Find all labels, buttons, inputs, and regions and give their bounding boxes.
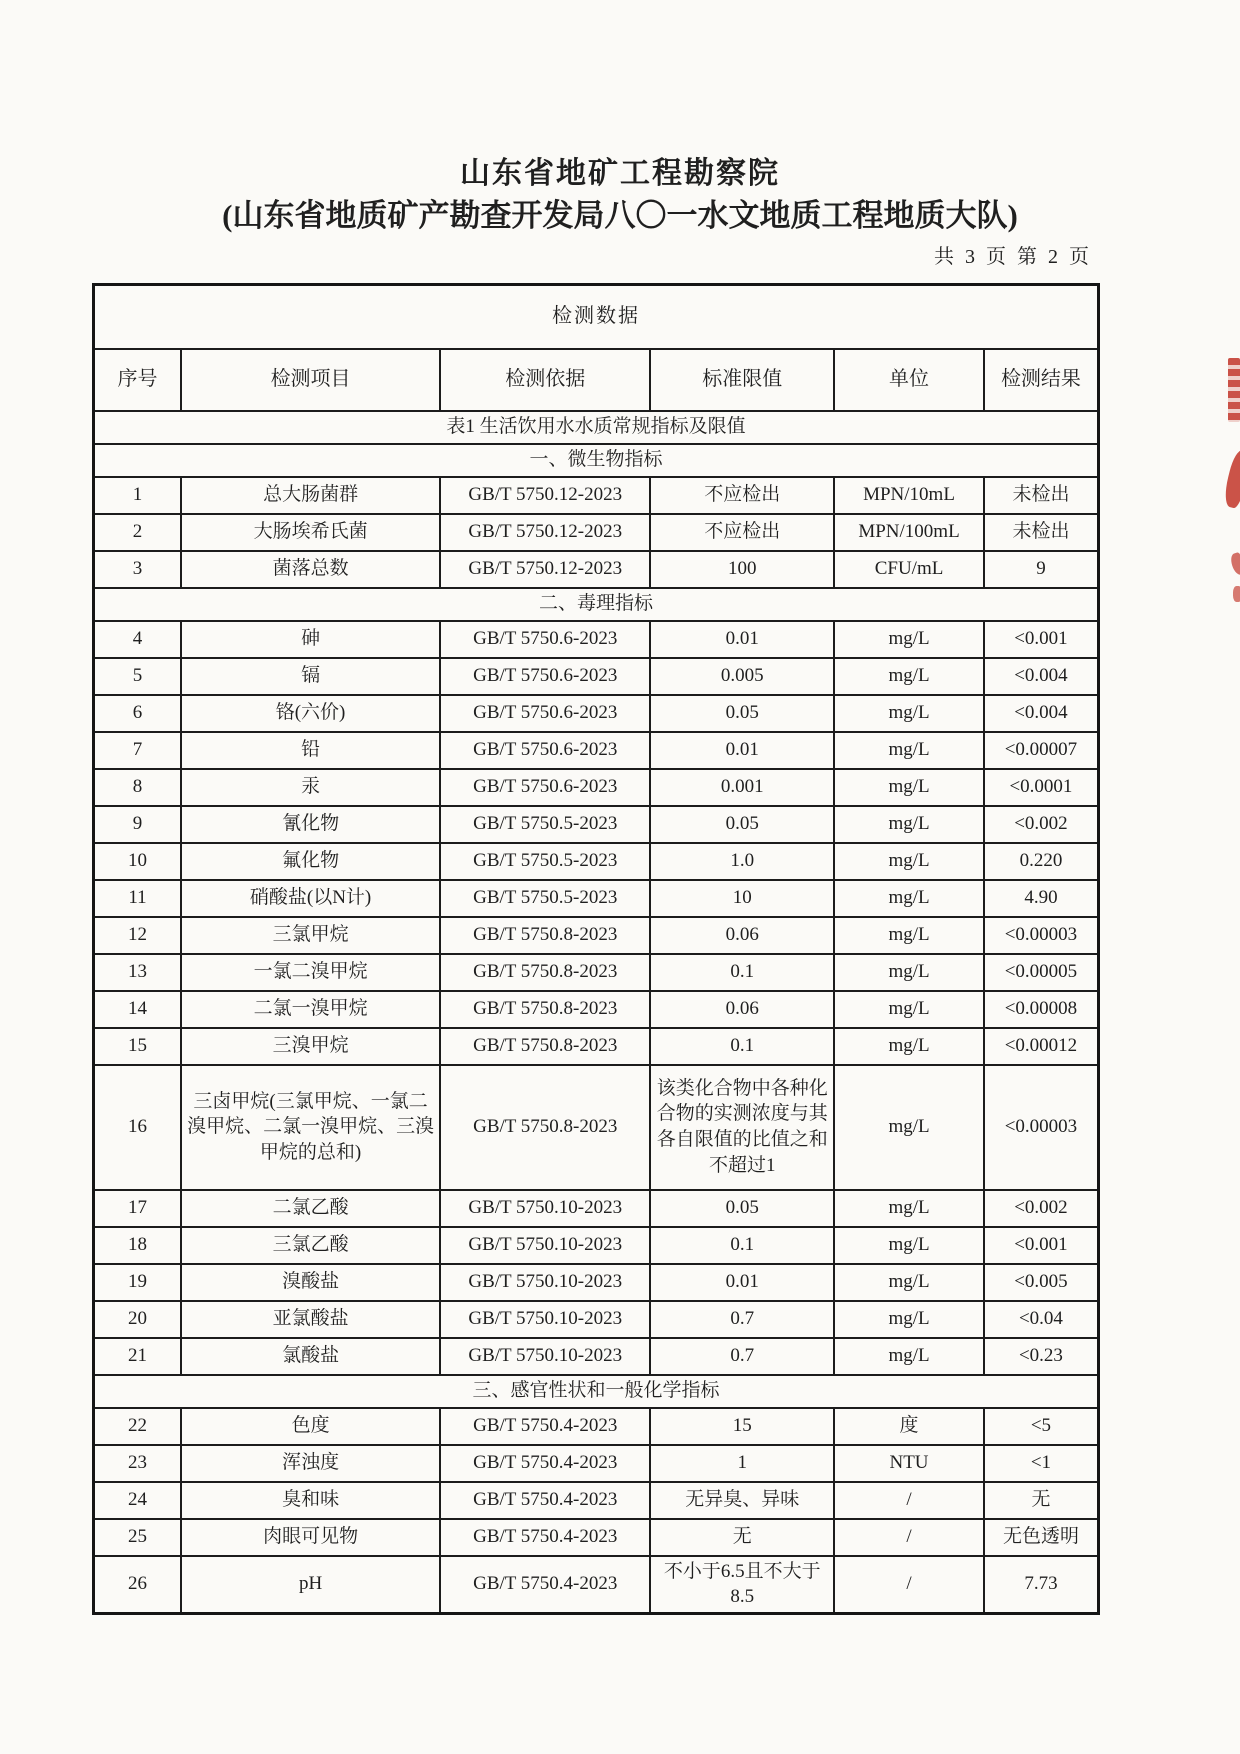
- cell-limit: 0.005: [650, 658, 834, 695]
- cell-item: 肉眼可见物: [181, 1519, 440, 1556]
- section-label: 三、感官性状和一般化学指标: [94, 1375, 1099, 1408]
- cell-item: 三溴甲烷: [181, 1028, 440, 1065]
- org-subtitle: (山东省地质矿产勘查开发局八〇一水文地质工程地质大队): [222, 198, 1018, 233]
- table-row: [94, 621, 1099, 658]
- cell-limit: 0.1: [650, 1028, 834, 1065]
- cell-no: 16: [94, 1065, 181, 1190]
- cell-method: GB/T 5750.5-2023: [440, 806, 650, 843]
- cell-no: 15: [94, 1028, 181, 1065]
- cell-result: <0.00003: [984, 1065, 1099, 1190]
- cell-limit: 0.1: [650, 954, 834, 991]
- table-row: [94, 880, 1099, 917]
- cell-limit: 0.01: [650, 621, 834, 658]
- cell-unit: mg/L: [834, 1028, 984, 1065]
- cell-item: 臭和味: [181, 1482, 440, 1519]
- cell-unit: mg/L: [834, 954, 984, 991]
- cell-method: GB/T 5750.4-2023: [440, 1556, 650, 1614]
- cell-item: 三卤甲烷(三氯甲烷、一氯二溴甲烷、二氯一溴甲烷、三溴甲烷的总和): [181, 1065, 440, 1190]
- cell-method: GB/T 5750.12-2023: [440, 551, 650, 588]
- red-seal-fragment: [1228, 358, 1240, 422]
- cell-limit: 0.001: [650, 769, 834, 806]
- table-row: [94, 1227, 1099, 1264]
- cell-item: 溴酸盐: [181, 1264, 440, 1301]
- cell-method: GB/T 5750.8-2023: [440, 954, 650, 991]
- table-row: [94, 695, 1099, 732]
- table-header-row: [94, 349, 1099, 411]
- table-row: [94, 1408, 1099, 1445]
- cell-limit: 无异臭、异味: [650, 1482, 834, 1519]
- cell-no: 24: [94, 1482, 181, 1519]
- cell-method: GB/T 5750.10-2023: [440, 1227, 650, 1264]
- cell-item: 色度: [181, 1408, 440, 1445]
- cell-method: GB/T 5750.4-2023: [440, 1445, 650, 1482]
- cell-limit: 0.06: [650, 991, 834, 1028]
- cell-limit: 1.0: [650, 843, 834, 880]
- table-title-row: [94, 285, 1099, 349]
- section-label: 一、微生物指标: [94, 444, 1099, 477]
- cell-no: 3: [94, 551, 181, 588]
- table-row: [94, 658, 1099, 695]
- cell-method: GB/T 5750.12-2023: [440, 477, 650, 514]
- cell-result: 无色透明: [984, 1519, 1099, 1556]
- section-row: [94, 1375, 1099, 1408]
- cell-unit: NTU: [834, 1445, 984, 1482]
- cell-result: <5: [984, 1408, 1099, 1445]
- cell-limit: 1: [650, 1445, 834, 1482]
- cell-result: <0.00012: [984, 1028, 1099, 1065]
- cell-no: 17: [94, 1190, 181, 1227]
- cell-item: 三氯甲烷: [181, 917, 440, 954]
- red-seal-fragment: [1221, 449, 1240, 510]
- table-row: [94, 1028, 1099, 1065]
- cell-item: 砷: [181, 621, 440, 658]
- cell-result: <0.002: [984, 1190, 1099, 1227]
- cell-result: <0.001: [984, 621, 1099, 658]
- cell-result: <0.04: [984, 1301, 1099, 1338]
- cell-limit: 0.1: [650, 1227, 834, 1264]
- section-label: 表1 生活饮用水水质常规指标及限值: [94, 411, 1099, 444]
- cell-item: 二氯乙酸: [181, 1190, 440, 1227]
- cell-result: <0.004: [984, 695, 1099, 732]
- cell-unit: /: [834, 1482, 984, 1519]
- cell-item: 菌落总数: [181, 551, 440, 588]
- cell-method: GB/T 5750.4-2023: [440, 1519, 650, 1556]
- cell-no: 2: [94, 514, 181, 551]
- table-row: [94, 843, 1099, 880]
- cell-result: 无: [984, 1482, 1099, 1519]
- cell-no: 8: [94, 769, 181, 806]
- cell-method: GB/T 5750.10-2023: [440, 1190, 650, 1227]
- cell-no: 20: [94, 1301, 181, 1338]
- cell-unit: mg/L: [834, 991, 984, 1028]
- cell-no: 23: [94, 1445, 181, 1482]
- cell-no: 18: [94, 1227, 181, 1264]
- page-number-note: 共 3 页 第 2 页: [934, 246, 1092, 268]
- cell-limit: 0.05: [650, 1190, 834, 1227]
- cell-limit: 无: [650, 1519, 834, 1556]
- cell-no: 21: [94, 1338, 181, 1375]
- cell-result: 未检出: [984, 514, 1099, 551]
- cell-unit: mg/L: [834, 1264, 984, 1301]
- cell-result: <1: [984, 1445, 1099, 1482]
- cell-item: 三氯乙酸: [181, 1227, 440, 1264]
- cell-limit: 该类化合物中各种化合物的实测浓度与其各自限值的比值之和不超过1: [650, 1065, 834, 1190]
- cell-result: <0.00003: [984, 917, 1099, 954]
- table-row: [94, 477, 1099, 514]
- cell-unit: /: [834, 1556, 984, 1614]
- table-row: [94, 806, 1099, 843]
- cell-result: <0.0001: [984, 769, 1099, 806]
- cell-no: 10: [94, 843, 181, 880]
- cell-limit: 0.7: [650, 1301, 834, 1338]
- cell-method: GB/T 5750.5-2023: [440, 843, 650, 880]
- table-row: [94, 1519, 1099, 1556]
- cell-no: 11: [94, 880, 181, 917]
- cell-no: 12: [94, 917, 181, 954]
- cell-unit: MPN/100mL: [834, 514, 984, 551]
- column-header: 标准限值: [650, 349, 834, 411]
- table-row: [94, 551, 1099, 588]
- cell-item: 氟化物: [181, 843, 440, 880]
- cell-method: GB/T 5750.6-2023: [440, 769, 650, 806]
- cell-item: 硝酸盐(以N计): [181, 880, 440, 917]
- column-header: 检测依据: [440, 349, 650, 411]
- column-header: 单位: [834, 349, 984, 411]
- cell-result: <0.004: [984, 658, 1099, 695]
- cell-no: 6: [94, 695, 181, 732]
- cell-limit: 0.05: [650, 695, 834, 732]
- cell-limit: 0.01: [650, 1264, 834, 1301]
- water-quality-table: [92, 283, 1100, 1615]
- cell-unit: /: [834, 1519, 984, 1556]
- cell-item: 浑浊度: [181, 1445, 440, 1482]
- cell-method: GB/T 5750.4-2023: [440, 1482, 650, 1519]
- table-row: [94, 991, 1099, 1028]
- cell-result: 0.220: [984, 843, 1099, 880]
- cell-limit: 15: [650, 1408, 834, 1445]
- cell-no: 9: [94, 806, 181, 843]
- cell-method: GB/T 5750.8-2023: [440, 1065, 650, 1190]
- cell-unit: mg/L: [834, 1338, 984, 1375]
- cell-limit: 0.06: [650, 917, 834, 954]
- cell-method: GB/T 5750.6-2023: [440, 695, 650, 732]
- cell-no: 4: [94, 621, 181, 658]
- cell-method: GB/T 5750.6-2023: [440, 621, 650, 658]
- table-row: [94, 1556, 1099, 1614]
- cell-method: GB/T 5750.4-2023: [440, 1408, 650, 1445]
- cell-unit: CFU/mL: [834, 551, 984, 588]
- table-row: [94, 1301, 1099, 1338]
- red-seal-fragment: [1229, 552, 1240, 576]
- cell-item: 亚氯酸盐: [181, 1301, 440, 1338]
- cell-method: GB/T 5750.10-2023: [440, 1301, 650, 1338]
- cell-result: 7.73: [984, 1556, 1099, 1614]
- cell-limit: 10: [650, 880, 834, 917]
- cell-unit: mg/L: [834, 621, 984, 658]
- section-row: [94, 411, 1099, 444]
- cell-result: 4.90: [984, 880, 1099, 917]
- org-title: 山东省地矿工程勘察院: [460, 157, 780, 190]
- cell-limit: 0.01: [650, 732, 834, 769]
- cell-limit: 100: [650, 551, 834, 588]
- cell-method: GB/T 5750.8-2023: [440, 991, 650, 1028]
- cell-unit: MPN/10mL: [834, 477, 984, 514]
- cell-limit: 0.7: [650, 1338, 834, 1375]
- red-seal-fragment: [1233, 586, 1240, 602]
- column-header: 检测项目: [181, 349, 440, 411]
- cell-unit: mg/L: [834, 769, 984, 806]
- cell-unit: mg/L: [834, 1227, 984, 1264]
- cell-item: 总大肠菌群: [181, 477, 440, 514]
- cell-item: 氰化物: [181, 806, 440, 843]
- cell-result: 未检出: [984, 477, 1099, 514]
- table-row: [94, 1190, 1099, 1227]
- table-row: [94, 1264, 1099, 1301]
- cell-method: GB/T 5750.12-2023: [440, 514, 650, 551]
- cell-item: 二氯一溴甲烷: [181, 991, 440, 1028]
- cell-result: <0.002: [984, 806, 1099, 843]
- cell-no: 22: [94, 1408, 181, 1445]
- table-row: [94, 514, 1099, 551]
- cell-no: 26: [94, 1556, 181, 1614]
- cell-result: <0.00008: [984, 991, 1099, 1028]
- cell-method: GB/T 5750.6-2023: [440, 658, 650, 695]
- cell-unit: mg/L: [834, 806, 984, 843]
- cell-item: 镉: [181, 658, 440, 695]
- cell-method: GB/T 5750.5-2023: [440, 880, 650, 917]
- cell-no: 1: [94, 477, 181, 514]
- cell-method: GB/T 5750.10-2023: [440, 1264, 650, 1301]
- cell-no: 19: [94, 1264, 181, 1301]
- cell-no: 7: [94, 732, 181, 769]
- cell-limit: 不应检出: [650, 514, 834, 551]
- cell-method: GB/T 5750.6-2023: [440, 732, 650, 769]
- cell-unit: mg/L: [834, 880, 984, 917]
- table-row: [94, 1065, 1099, 1190]
- table-row: [94, 1482, 1099, 1519]
- cell-method: GB/T 5750.10-2023: [440, 1338, 650, 1375]
- cell-result: 9: [984, 551, 1099, 588]
- cell-item: 氯酸盐: [181, 1338, 440, 1375]
- cell-result: <0.001: [984, 1227, 1099, 1264]
- table-title: 检测数据: [94, 285, 1099, 349]
- cell-limit: 不应检出: [650, 477, 834, 514]
- cell-item: 汞: [181, 769, 440, 806]
- cell-result: <0.23: [984, 1338, 1099, 1375]
- cell-item: 大肠埃希氏菌: [181, 514, 440, 551]
- cell-method: GB/T 5750.8-2023: [440, 1028, 650, 1065]
- cell-result: <0.00005: [984, 954, 1099, 991]
- cell-unit: mg/L: [834, 1190, 984, 1227]
- cell-no: 14: [94, 991, 181, 1028]
- table-row: [94, 732, 1099, 769]
- cell-no: 25: [94, 1519, 181, 1556]
- table-row: [94, 917, 1099, 954]
- section-label: 二、毒理指标: [94, 588, 1099, 621]
- cell-item: 铅: [181, 732, 440, 769]
- section-row: [94, 588, 1099, 621]
- cell-item: pH: [181, 1556, 440, 1614]
- cell-unit: mg/L: [834, 658, 984, 695]
- cell-no: 13: [94, 954, 181, 991]
- cell-method: GB/T 5750.8-2023: [440, 917, 650, 954]
- cell-result: <0.00007: [984, 732, 1099, 769]
- table-row: [94, 1338, 1099, 1375]
- column-header: 检测结果: [984, 349, 1099, 411]
- section-row: [94, 444, 1099, 477]
- cell-item: 一氯二溴甲烷: [181, 954, 440, 991]
- table-row: [94, 769, 1099, 806]
- cell-limit: 0.05: [650, 806, 834, 843]
- cell-unit: 度: [834, 1408, 984, 1445]
- cell-unit: mg/L: [834, 917, 984, 954]
- cell-unit: mg/L: [834, 695, 984, 732]
- cell-unit: mg/L: [834, 1065, 984, 1190]
- cell-unit: mg/L: [834, 843, 984, 880]
- cell-item: 铬(六价): [181, 695, 440, 732]
- cell-unit: mg/L: [834, 732, 984, 769]
- cell-limit: 不小于6.5且不大于8.5: [650, 1556, 834, 1614]
- column-header: 序号: [94, 349, 181, 411]
- cell-result: <0.005: [984, 1264, 1099, 1301]
- table-row: [94, 1445, 1099, 1482]
- table-row: [94, 954, 1099, 991]
- cell-unit: mg/L: [834, 1301, 984, 1338]
- cell-no: 5: [94, 658, 181, 695]
